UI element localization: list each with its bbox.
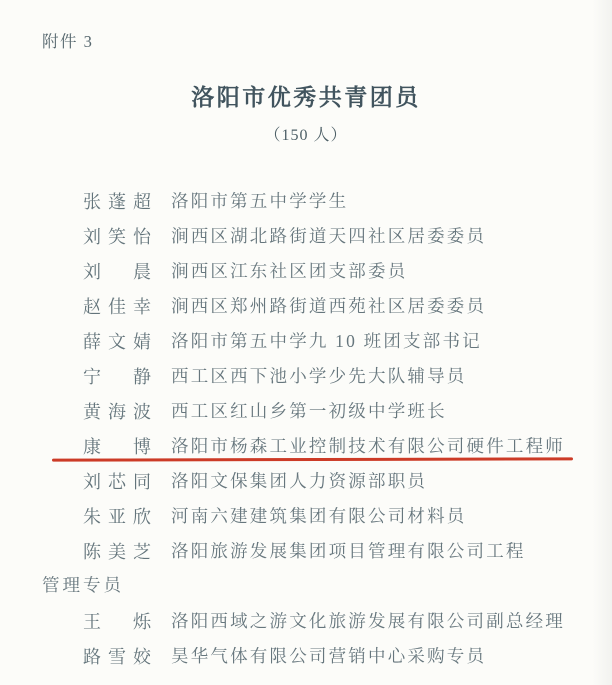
- member-name-char: 康: [83, 436, 101, 457]
- member-name-char: 同: [133, 471, 151, 492]
- member-name-char: 朱: [83, 506, 101, 527]
- member-name-char: 波: [133, 401, 151, 422]
- member-name: [83, 293, 151, 319]
- member-name-char: 芯: [108, 471, 126, 492]
- member-row: [83, 393, 593, 428]
- member-name-char: 刘: [83, 226, 101, 247]
- member-name: [83, 328, 151, 354]
- member-name: [83, 223, 151, 249]
- member-name-char: 蓬: [108, 191, 126, 212]
- member-row: [83, 358, 593, 393]
- red-underline-annotation: [52, 457, 573, 461]
- member-name: [83, 538, 151, 564]
- member-name-char: 烁: [133, 611, 151, 632]
- member-org: 西工区西下池小学少先大队辅导员: [171, 366, 467, 386]
- member-name-char: 路: [83, 646, 101, 667]
- member-name: [83, 503, 151, 529]
- member-row: [83, 218, 593, 253]
- member-org: 洛阳西域之游文化旅游发展有限公司副总经理: [171, 611, 565, 631]
- member-org: 涧西区郑州路街道西苑社区居委委员: [171, 296, 487, 316]
- member-row: [83, 183, 593, 218]
- member-row: [83, 323, 593, 358]
- member-row: [83, 463, 593, 498]
- member-name: [83, 363, 151, 389]
- member-name-char: 幸: [133, 296, 151, 317]
- member-name-char: 薛: [83, 331, 101, 352]
- member-org: 洛阳市杨森工业控制技术有限公司硬件工程师: [171, 436, 565, 456]
- member-name-char: 博: [133, 436, 151, 457]
- member-name-char: 静: [133, 366, 151, 387]
- member-name-char: 怡: [133, 226, 151, 247]
- member-name-char: 刘: [83, 261, 101, 282]
- member-row: [83, 498, 593, 533]
- member-list: [42, 183, 593, 673]
- member-name-char: 宁: [83, 366, 101, 387]
- member-org-wrap: 管理专员: [42, 575, 124, 595]
- member-org: 洛阳市第五中学九 10 班团支部书记: [171, 331, 482, 351]
- attachment-label: 附件 3: [42, 32, 94, 51]
- member-name-char: 雪: [108, 646, 126, 667]
- member-name: [83, 258, 151, 284]
- member-org: 洛阳市第五中学学生: [171, 191, 349, 211]
- member-name-char: 陈: [83, 541, 101, 562]
- member-name-char: 黄: [83, 401, 101, 422]
- member-name-char: 佳: [108, 296, 126, 317]
- member-org: 洛阳文保集团人力资源部职员: [171, 471, 428, 491]
- member-name-char: 芝: [133, 541, 151, 562]
- page-title: 洛阳市优秀共青团员: [191, 85, 421, 110]
- member-name-char: 文: [108, 331, 126, 352]
- member-name-char: 海: [108, 401, 126, 422]
- member-name: [83, 468, 151, 494]
- member-row: [83, 253, 593, 288]
- member-org: 洛阳旅游发展集团项目管理有限公司工程: [171, 541, 526, 561]
- member-name: [83, 188, 151, 214]
- member-name-char: 欣: [133, 506, 151, 527]
- member-row: [83, 428, 593, 463]
- member-org: 西工区红山乡第一初级中学班长: [171, 401, 447, 421]
- page-subtitle: （150 人）: [264, 127, 348, 144]
- member-row: [83, 638, 593, 673]
- member-name-char: 王: [83, 611, 101, 632]
- member-name-char: 姣: [133, 646, 151, 667]
- member-name: [83, 398, 151, 424]
- member-org: 昊华气体有限公司营销中心采购专员: [171, 646, 487, 666]
- member-name: [83, 608, 151, 634]
- member-org: 涧西区江东社区团支部委员: [171, 261, 408, 281]
- member-org: 涧西区湖北路街道天四社区居委委员: [171, 226, 487, 246]
- member-name-char: 超: [133, 191, 151, 212]
- member-name-char: 笑: [108, 226, 126, 247]
- member-name-char: 晨: [133, 261, 151, 282]
- member-name-char: 刘: [83, 471, 101, 492]
- member-row: [83, 288, 593, 323]
- member-name: [83, 433, 151, 459]
- member-name-char: 婧: [133, 331, 151, 352]
- member-row: [83, 533, 593, 568]
- member-row: [83, 603, 593, 638]
- member-name-char: 美: [108, 541, 126, 562]
- member-name-char: 张: [83, 191, 101, 212]
- member-name: [83, 643, 151, 669]
- member-org: 河南六建建筑集团有限公司材料员: [171, 506, 467, 526]
- member-name-char: 亚: [108, 506, 126, 527]
- member-name-char: 赵: [83, 296, 101, 317]
